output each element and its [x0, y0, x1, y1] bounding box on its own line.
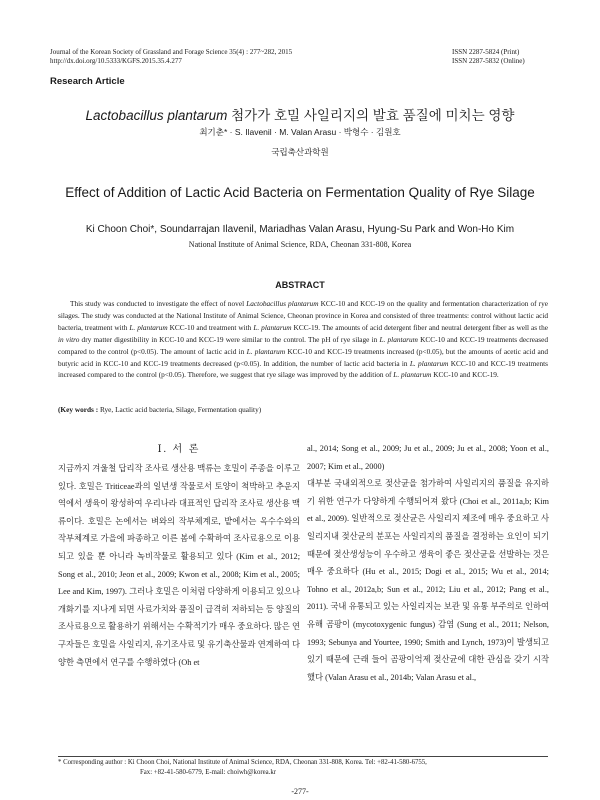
keywords [58, 405, 548, 414]
abstract-text: This study was conducted to investigate the effect of novel [70, 299, 247, 308]
abstract-text: KCC-10 and KCC-19 treatments increased (p<0.05), but the amounts of acetic acid and butyric acid in KCC-10 and KCC-19 treatments decreased (p<0.05). In addition, the number of lactic acid bacteria in [58, 346, 548, 368]
journal-citation: Journal of the Korean Society of Grassland and Forage Science 35(4) : 277~282, 2015 [50, 48, 293, 56]
abstract-text: KCC-10 and KCC-19 treatments decreased compared to the control (p<0.05). The amount of lactic acid in [58, 334, 549, 356]
issn-print: ISSN 2287-5824 (Print) [452, 48, 520, 56]
article-type: Research Article [50, 76, 125, 87]
page-number: -277- [291, 787, 309, 796]
korean-authors: 최기춘* · S. Ilavenil · M. Valan Arasu · 박형수 · 김원호 [199, 127, 401, 137]
issn-online: ISSN 2287-5832 (Online) [452, 57, 525, 65]
corresponding-author-footnote: * Corresponding author : Ki Choon Choi, National Institute of Animal Science, RDA, Cheonan 331-808, Korea. Tel: +82-41-580-6755, [58, 759, 427, 766]
corresponding-author-contact: Fax: +82-41-580-6779, E-mail: choiwh@korea.kr [140, 769, 276, 776]
doi-link[interactable]: http://dx.doi.org/10.5333/KGFS.2015.35.4.277 [50, 57, 182, 65]
abstract-text: dry matter digestibility in KCC-10 and KCC-19 were similar to the control. The pH of rye silage in [79, 334, 380, 344]
abstract-text: KCC-19. The amounts of acid detergent fiber and neutral detergent fiber as well as the [291, 322, 548, 332]
introduction-heading: Ⅰ. 서 론 [157, 444, 201, 455]
abstract-species: L. plantarum [246, 346, 286, 356]
abstract-heading: ABSTRACT [275, 280, 325, 290]
abstract-species: L. plantarum [129, 322, 168, 332]
keywords-text: Rye, Lactic acid bacteria, Silage, Fermentation quality) [99, 405, 262, 414]
korean-affiliation: 국립축산과학원 [271, 147, 329, 157]
korean-title-species: Lactobacillus plantarum [85, 108, 228, 123]
abstract-text: KCC-10 and KCC-19 treatments increased compared to the control (p<0.05). Therefore, we suggest that rye silage was improved by the addition of [58, 358, 548, 380]
korean-title-rest: 첨가가 호밀 사일리지의 발효 품질에 미치는 영향 [227, 108, 515, 123]
abstract-species: Lactobacillus plantarum [246, 299, 319, 308]
abstract-text: KCC-10 and KCC-19. [431, 370, 499, 380]
abstract-text: KCC-10 and KCC-19 on the quality and fermentation characterization of rye silages. The study was conducted at the National Institute of Animal Science, Cheonan province in Korea and consisted of three treatments: control without lactic acid bacteria, treatment with [58, 299, 548, 332]
abstract-body [58, 298, 548, 381]
abstract-species: L. plantarum [409, 358, 449, 368]
abstract-species: L. plantarum [379, 334, 418, 344]
korean-title [0, 104, 600, 124]
abstract-species: L. plantarum [253, 322, 292, 332]
abstract-species: L. plantarum [393, 370, 432, 380]
introduction-left-column: 지금까지 겨울철 답리작 조사료 생산용 맥류는 호밀이 주종을 이루고 있다. 호밀은 Triticeae과의 일년생 작물로서 토양이 척박하고 추운지역에서 생육이 왕성하여 우리나라 대표적인 답리작 조사료 생산용 맥류이다. 호밀은 논에서는 벼와의 작부체계로, 밭에서는 옥수수와의 작부체계로 가을에 파종하고 이른 봄에 수확하여 조사료용으로 이용되고 있을 뿐 아니라 녹비작물로 활용되고 있다 (Kim et al., 2012; Song et al., 2010; Jeon et al., 2009; Kwon et al., 2008; Kim et al., 2005; Lee and Kim, 1997). 그러나 호밀은 이처럼 다양하게 이용되고 있으나 개화기를 지나게 되면 사료가치와 품질이 급격히 저하되는 등 양질의 조사료용으로 활용하기 위해서는 수확적기가 매우 중요하다. 많은 연구자들은 호밀을 사일리지, 유기조사료 및 유기축산물과 연계하여 다양한 측면에서 연구를 수행하였다 (Oh et [58, 464, 300, 667]
english-authors: Ki Choon Choi*, Soundarrajan Ilavenil, Mariadhas Valan Arasu, Hyung-Su Park and Won-Ho Kim [85, 224, 515, 235]
abstract-term: in vitro [58, 334, 80, 344]
footnote-divider [58, 756, 548, 757]
english-title: Effect of Addition of Lactic Acid Bacteria on Fermentation Quality of Rye Silage [65, 185, 535, 200]
abstract-text: KCC-10 and treatment with [167, 322, 254, 332]
introduction-right-column: al., 2014; Song et al., 2009; Ju et al., 2009; Ju et al., 2008; Yoon et al., 2007; Kim et al., 2000) 대부분 국내외적으로 젖산균을 첨가하여 사일리지의 품질을 유지하기 위한 연구가 다양하게 수행되어져 왔다 (Choi et al., 2011a,b; Kim et al., 2009). 일반적으로 젖산균은 사일리지 제조에 매우 중요하고 사일리지내 젖산균의 분포는 사일리지의 품질을 결정하는 요인이 되기 때문에 젖산생성능이 우수하고 생육이 좋은 젖산균을 선발하는 것은 매우 중요하다 (Hu et al., 2015; Dogi et al., 2015; Wu et al., 2014; Tohno et al., 2012a,b; Sun et al., 2012; Liu et al., 2012; Pang et al., 2011). 국내 유통되고 있는 사일리지는 보관 및 유통 부주의로 인하여 유해 곰팡이 (mycotoxygenic fungus) 감염 (Sung et al., 2011; Nelson, 1993; Sebunya and Yourtee, 1990; Smith and Lynch, 1973)이 발생되고 있기 때문에 근래 들어 곰팡이억제 젖산균에 대한 관심을 갖기 시작했다 (Valan Arasu et al., 2014b; Valan Arasu et al., [307, 444, 549, 682]
keywords-label: (Key words : [58, 405, 100, 414]
english-affiliation: National Institute of Animal Science, RDA, Cheonan 331-808, Korea [188, 240, 412, 249]
